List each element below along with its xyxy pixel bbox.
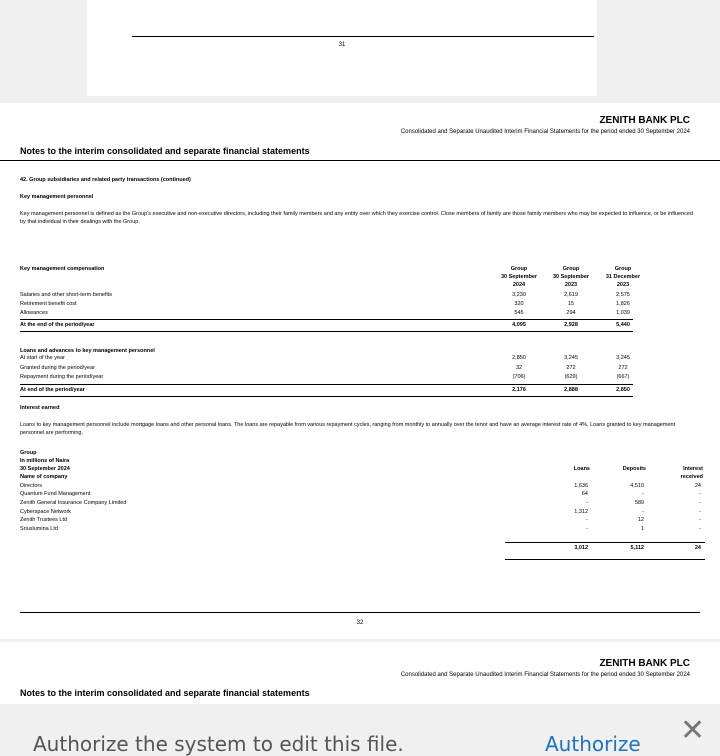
table-cell: 32 [515,365,523,371]
total-cell: 2,888 [564,387,578,393]
table-cell: 3,245 [616,355,630,361]
close-icon[interactable]: ✕ [680,713,706,748]
total-cell: 4,095 [512,322,526,328]
table-cell: 15 [567,301,575,307]
total-row-label: At end of the period/year [20,387,85,393]
table-cell: 4,510 [630,483,644,489]
page-number: 32 [356,620,364,626]
table-cell: - [699,491,701,497]
total-cell: 5,112 [630,545,644,551]
total-cell: 5,440 [616,322,630,328]
table-cell: (706) [512,374,526,380]
column-header: Loans [573,466,590,472]
table-cell: 2,619 [564,292,578,298]
document-page [0,103,720,639]
table-row-label: Zenith Trustees Ltd [20,517,68,523]
table-rule [20,384,633,385]
table-cell: - [642,491,644,497]
previous-page [87,0,597,96]
table-cell: 3,230 [512,292,526,298]
bank-name: ZENITH BANK PLC [599,115,690,126]
table-row-label: Retirement benefit cost [20,301,77,307]
table-row-label: Salaries and other short-term benefits [20,292,113,298]
table-row-label: Repayment during the period/year [20,374,104,380]
table-cell: 589 [634,500,644,506]
table-cell: 1,636 [574,483,588,489]
table-cell: 272 [566,365,576,371]
column-header: Interest [683,466,703,472]
page-divider [132,36,594,37]
compensation-heading: Key management compensation [20,266,105,272]
table-cell: 1,039 [616,310,630,316]
column-header: Group [562,266,580,272]
table-row-label: Allowances [20,310,48,316]
table-cell: - [699,500,701,506]
table-cell: 272 [618,365,628,371]
column-header: 30 September [552,274,590,280]
table-cell: (667) [616,374,630,380]
kmp-definition: Key management personnel is defined as the Group's executive and non-executive directors, including their family members and any entity over which they exercise control. Close members of family are those family members who may be expected to influence, or be influenced by that individual in their dealings with the Group. [20,211,693,225]
total-cell: 24 [694,545,701,551]
table-cell: - [586,526,588,532]
column-header: 31 December [605,274,641,280]
name-column-header: Name of company [20,474,68,480]
statement-subtitle: Consolidated and Separate Unaudited Interim Financial Statements for the period ended 30 September 2024 [400,672,690,678]
table-row-label: Directors [20,483,43,489]
table-cell: 24 [694,483,701,489]
table-cell: (629) [564,374,578,380]
table-cell: - [699,517,701,523]
column-header: received [680,474,703,480]
header-rule [0,160,720,161]
table-cell: 1,312 [574,509,588,515]
section-title: 42. Group subsidiaries and related party transactions (continued) [20,177,191,183]
column-header: 2023 [616,282,630,288]
table-cell: 64 [581,491,588,497]
footer-rule [20,612,700,613]
table-cell: 1 [640,526,644,532]
authorize-button[interactable]: Authorize [545,732,641,756]
interest-heading: Interest earned [20,405,60,411]
table-cell: - [699,509,701,515]
total-row-label: At the end of the period/year [20,322,95,328]
total-cell: 2,928 [564,322,578,328]
column-header: 30 September [500,274,538,280]
table-row-label: At start of the year [20,355,65,361]
bank-name: ZENITH BANK PLC [599,658,690,669]
table-cell: 2,850 [512,355,526,361]
interest-text: Loans to key management personnel include mortgage loans and other personal loans. The loans are repayable from various repayment cycles, ranging from monthly to annually over the tenor and have an average interest rate of 4%. Loans granted to key management personnel are performing. [20,422,676,436]
column-header: Group [614,266,632,272]
table-rule [20,319,633,320]
group-label: Group [20,450,37,456]
total-cell: 2,176 [512,387,526,393]
column-header: 2023 [564,282,578,288]
table-cell: - [586,500,588,506]
table-cell: 320 [514,301,524,307]
total-cell: 3,012 [574,545,588,551]
table-cell: 1,826 [616,301,630,307]
authorize-banner [0,704,720,756]
statement-subtitle: Consolidated and Separate Unaudited Interim Financial Statements for the period ended 30 September 2024 [400,129,690,135]
table-cell: 545 [514,310,524,316]
table-cell: 2,575 [616,292,630,298]
page-number: 31 [338,42,346,48]
unit-label: In millions of Naira [20,458,70,464]
table-rule [20,396,633,397]
table-rule [20,331,633,332]
table-row-label: Granted during the period/year [20,365,95,371]
date-label: 30 September 2024 [20,466,70,472]
table-row-label: Zenith General Insurance Company Limited [20,500,127,506]
column-header: Deposits [622,466,646,472]
total-cell: 2,850 [616,387,630,393]
table-row-label: Quantum Fund Management [20,491,91,497]
table-row-label: Cyberspace Network [20,509,72,515]
table-cell: - [699,526,701,532]
table-rule [505,559,705,560]
kmp-heading: Key management personnel [20,194,94,200]
authorize-message: Authorize the system to edit this file. [33,732,404,756]
column-header: 2024 [512,282,526,288]
column-header: Group [510,266,528,272]
table-row-label: Sriuslumina Ltd [20,526,58,532]
loans-heading: Loans and advances to key management personnel [20,348,155,354]
table-cell: - [642,509,644,515]
notes-title: Notes to the interim consolidated and separate financial statements [20,688,310,698]
table-cell: 12 [637,517,644,523]
table-rule [505,542,705,543]
table-cell: 3,245 [564,355,578,361]
table-cell: - [586,517,588,523]
notes-title: Notes to the interim consolidated and separate financial statements [20,146,310,156]
table-cell: 294 [566,310,576,316]
